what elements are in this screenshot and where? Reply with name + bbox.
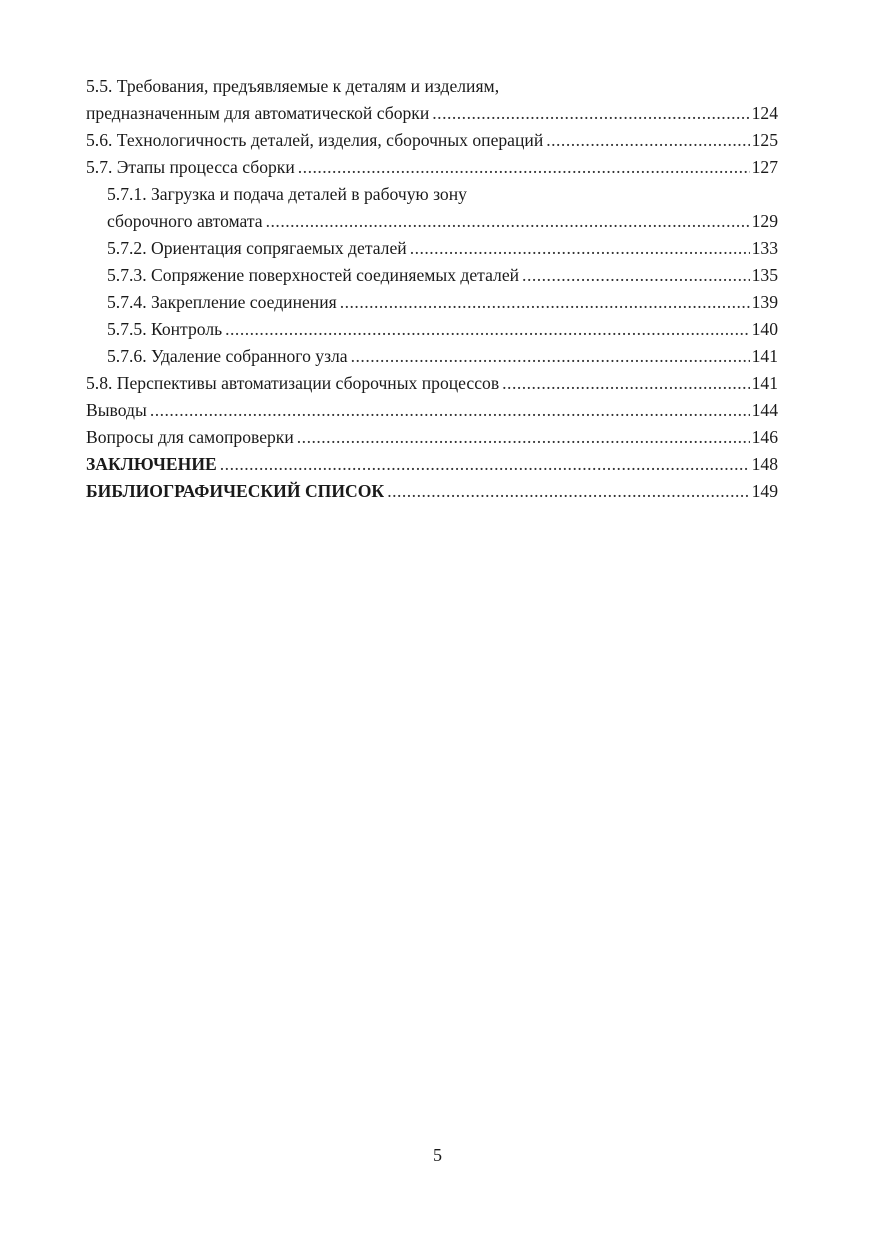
toc-entry-5-7[interactable] bbox=[86, 154, 778, 181]
toc-entry-bibliography[interactable] bbox=[86, 478, 778, 505]
toc-entry-title: 5.7. Этапы процесса сборки bbox=[86, 157, 295, 177]
toc-entry-page: 124 bbox=[751, 103, 778, 123]
toc-leader-dots bbox=[225, 316, 749, 343]
toc-leader-dots bbox=[351, 343, 750, 370]
toc-entry-page: 135 bbox=[751, 265, 778, 285]
toc-leader-dots bbox=[297, 424, 750, 451]
toc-entry-title: 5.7.5. Контроль bbox=[107, 319, 223, 339]
toc-leader-dots bbox=[340, 289, 750, 316]
toc-leader-dots bbox=[298, 154, 750, 181]
toc-entry-title: Вопросы для самопроверки bbox=[86, 427, 294, 447]
toc-entry-page: 144 bbox=[751, 400, 778, 420]
toc-entry-page: 125 bbox=[751, 130, 778, 150]
toc-entry-5-8[interactable] bbox=[86, 370, 778, 397]
toc-entry-5-7-3[interactable] bbox=[86, 262, 778, 289]
toc-entry-title: 5.7.3. Сопряжение поверхностей соединяемых деталей bbox=[107, 265, 520, 285]
toc-leader-dots bbox=[432, 100, 749, 127]
toc-entry-5-7-2[interactable] bbox=[86, 235, 778, 262]
toc-entry-title: сборочного автомата bbox=[107, 211, 263, 231]
toc-leader-dots bbox=[387, 478, 749, 505]
toc-entry-page: 140 bbox=[751, 319, 778, 339]
toc-leader-dots bbox=[410, 235, 750, 262]
toc-entry-title: 5.7.2. Ориентация сопрягаемых деталей bbox=[107, 238, 407, 258]
toc-entry-conclusions[interactable] bbox=[86, 397, 778, 424]
page-number: 5 bbox=[433, 1145, 442, 1165]
toc-entry-title: ЗАКЛЮЧЕНИЕ bbox=[86, 454, 217, 474]
toc-entry-title: 5.7.6. Удаление собранного узла bbox=[107, 346, 348, 366]
toc-leader-dots bbox=[546, 127, 749, 154]
toc-leader-dots bbox=[502, 370, 749, 397]
toc-entry-title: БИБЛИОГРАФИЧЕСКИЙ СПИСОК bbox=[86, 481, 385, 501]
toc-entry-5-7-5[interactable] bbox=[86, 316, 778, 343]
toc-leader-dots bbox=[150, 397, 750, 424]
toc-leader-dots bbox=[522, 262, 750, 289]
toc-entry-5-5[interactable] bbox=[86, 73, 778, 127]
toc-entry-first-line: 5.5. Требования, предъявляемые к деталям и изделиям, bbox=[86, 76, 500, 96]
toc-entry-title: 5.8. Перспективы автоматизации сборочных процессов bbox=[86, 373, 500, 393]
toc-entry-title: Выводы bbox=[86, 400, 147, 420]
toc-entry-page: 139 bbox=[751, 292, 778, 312]
toc-entry-page: 141 bbox=[751, 373, 778, 393]
toc-entry-page: 133 bbox=[751, 238, 778, 258]
toc-entry-page: 141 bbox=[751, 346, 778, 366]
table-of-contents bbox=[86, 73, 778, 505]
toc-entry-title: 5.6. Технологичность деталей, изделия, сборочных операций bbox=[86, 130, 544, 150]
toc-entry-page: 149 bbox=[751, 481, 778, 501]
toc-entry-page: 146 bbox=[751, 427, 778, 447]
toc-entry-title: 5.7.4. Закрепление соединения bbox=[107, 292, 337, 312]
toc-entry-title: предназначенным для автоматической сборки bbox=[86, 103, 430, 123]
toc-leader-dots bbox=[266, 208, 750, 235]
toc-entry-first-line: 5.7.1. Загрузка и подача деталей в рабочую зону bbox=[107, 184, 467, 204]
toc-entry-5-7-4[interactable] bbox=[86, 289, 778, 316]
toc-entry-conclusion[interactable] bbox=[86, 451, 778, 478]
toc-entry-page: 148 bbox=[751, 454, 778, 474]
toc-leader-dots bbox=[220, 451, 750, 478]
toc-entry-5-7-6[interactable] bbox=[86, 343, 778, 370]
toc-entry-5-6[interactable] bbox=[86, 127, 778, 154]
toc-entry-page: 127 bbox=[751, 157, 778, 177]
toc-entry-5-7-1[interactable] bbox=[86, 181, 778, 235]
toc-entry-page: 129 bbox=[751, 211, 778, 231]
toc-entry-self-check[interactable] bbox=[86, 424, 778, 451]
